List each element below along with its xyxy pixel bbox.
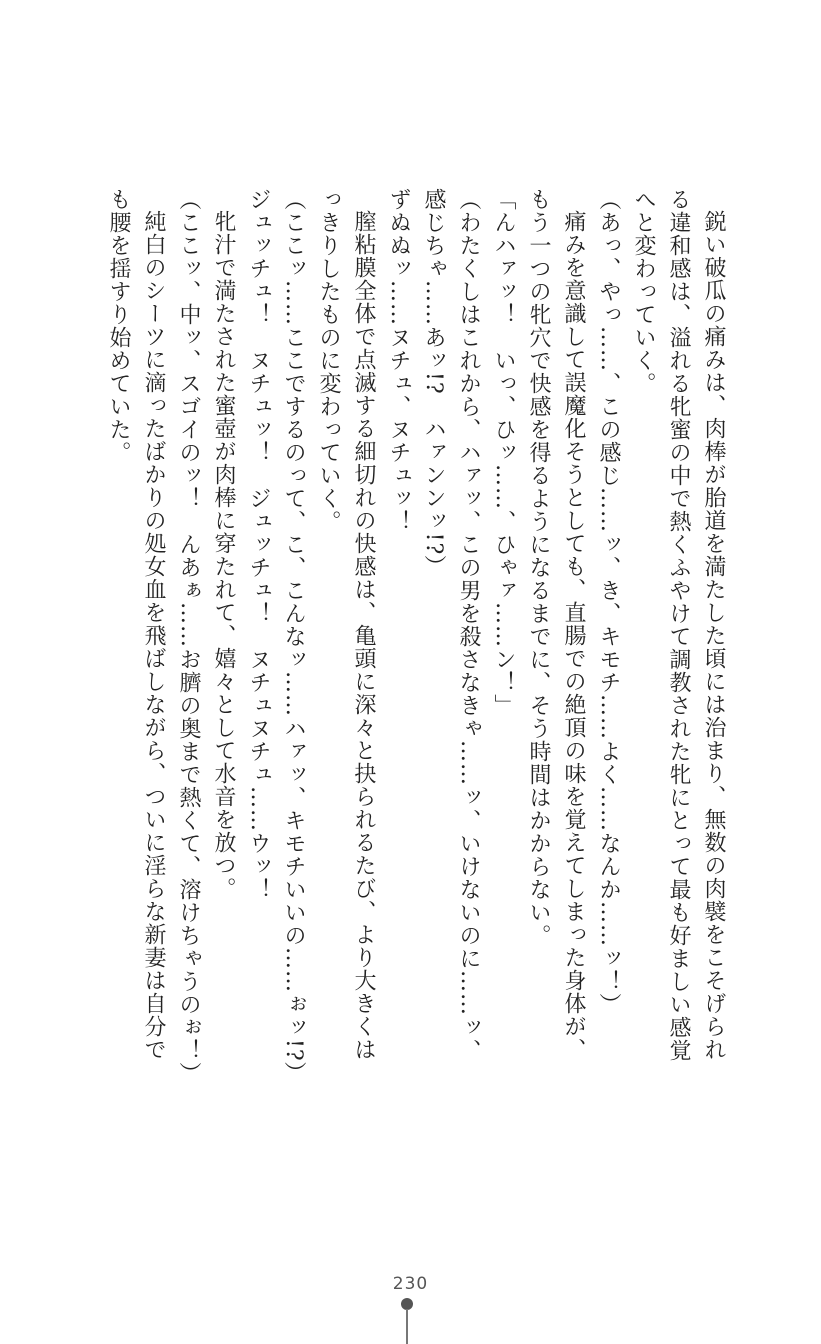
- page-marker-line: [406, 1309, 408, 1344]
- page-number: 230: [392, 1274, 429, 1294]
- paragraph: （ここッ、中ッ、スゴイのッ！ んあぁ……お臍の奥まで熱くて、溶けちゃうのぉ！）: [176, 188, 201, 1085]
- paragraph: 「んハァッ！ いっ、ひッ……、ひゃァ……ン！」: [491, 188, 516, 717]
- paragraph: （わたくしはこれから、ハァッ、この男を殺さなきゃ……ッ、いけないのに……ッ、感じちゃ……あッ!? ハァンンッ!?）: [421, 188, 481, 1062]
- paragraph: （あっ、やっ……、この感じ……ッ、き、キモチ……よく……なんか……ッ！）: [596, 188, 621, 1016]
- paragraph: ずぬぬッ……ヌチュ、ヌチュッ！: [386, 188, 411, 533]
- paragraph: ジュッチュ！ ヌチュッ！ ジュッチュ！ ヌチュヌチュ……ウッ！: [246, 188, 271, 901]
- paragraph: 鋭い破瓜の痛みは、肉棒が胎道を満たした頃には治まり、無数の肉襞をこそげられる違和感は、溢れる牝蜜の中で熱くふやけて調教された牝にとって最も好ましい感覚へと変わっていく。: [631, 188, 726, 1062]
- paragraph: 牝汁で満たされた蜜壺が肉棒に穿たれて、嬉々として水音を放つ。: [211, 210, 236, 900]
- paragraph: 純白のシーツに滴ったばかりの処女血を飛ばしながら、ついに淫らな新妻は自分でも腰を揺すり始めていた。: [106, 188, 166, 1061]
- body-text: [91, 188, 731, 1085]
- paragraph: 膣粘膜全体で点滅する細切れの快感は、亀頭に深々と抉られるたび、より大きくはっきりしたものに変わっていく。: [316, 188, 376, 1061]
- paragraph: （ここッ……ここでするのって、こ、こんなッ……ハァッ、キモチいいの……ぉッ!?）: [281, 188, 306, 1085]
- paragraph: 痛みを意識して誤魔化そうとしても、直腸での絶頂の味を覚えてしまった身体が、もう一つの牝穴で快感を得るようになるまでに、そう時間はかからない。: [526, 188, 586, 1061]
